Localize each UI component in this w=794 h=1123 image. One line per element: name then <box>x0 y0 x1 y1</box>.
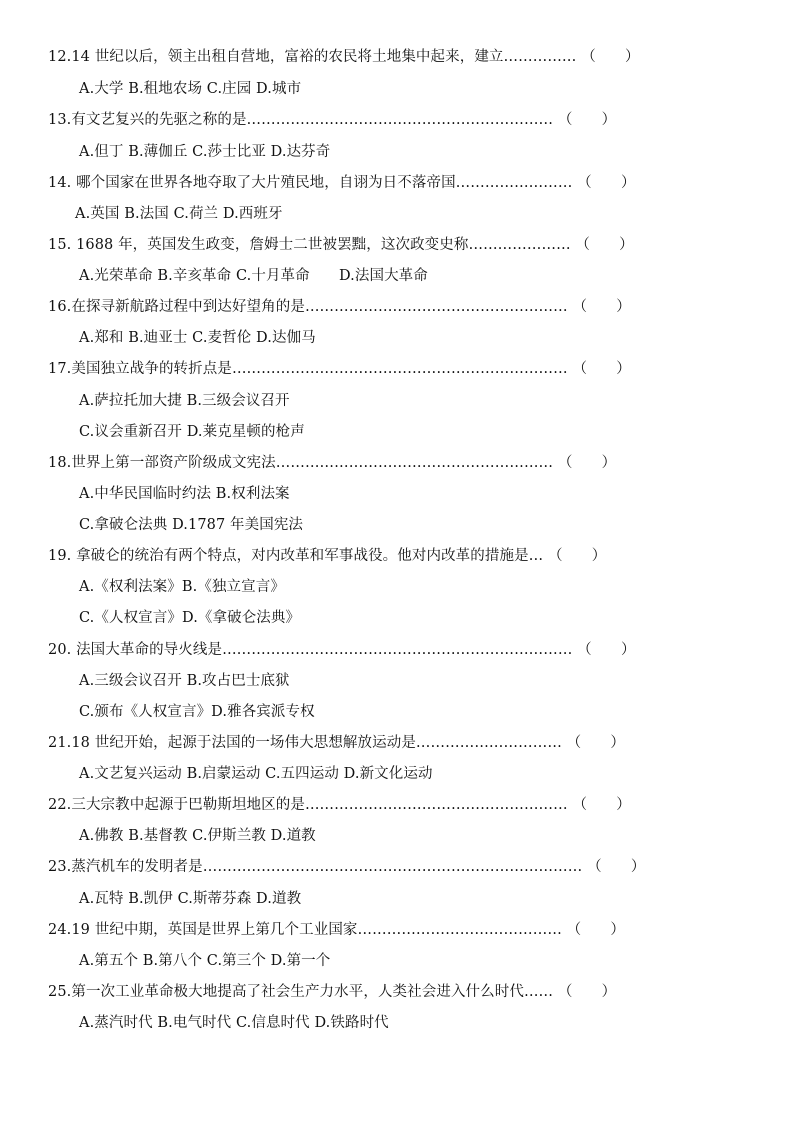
question-15-stem: 15. 1688 年，英国发生政变，詹姆士二世被罢黜，这次政变史称………………… （ ） <box>48 237 634 253</box>
question-25-stem: 25.第一次工业革命极大地提高了社会生产力水平，人类社会进入什么时代…… （ ） <box>48 984 617 1000</box>
question-19-options-line2: C.《人权宣言》D.《拿破仑法典》 <box>79 610 301 626</box>
question-23-stem: 23.蒸汽机车的发明者是…………………………………………………………………… （ ） <box>48 859 646 875</box>
question-18-options-line1: A.中华民国临时约法 B.权利法案 <box>79 486 290 502</box>
question-19-options-line1: A.《权利法案》B.《独立宣言》 <box>79 579 285 595</box>
question-24-options: A.第五个 B.第八个 C.第三个 D.第一个 <box>79 953 331 969</box>
question-22-stem: 22.三大宗教中起源于巴勒斯坦地区的是……………………………………………… （ ） <box>48 797 631 813</box>
question-14-stem: 14. 哪个国家在世界各地夺取了大片殖民地，自诩为日不落帝国…………………… （ ） <box>48 175 636 191</box>
question-13-options: A.但丁 B.薄伽丘 C.莎士比亚 D.达芬奇 <box>79 144 331 160</box>
question-18-options-line2: C.拿破仑法典 D.1787 年美国宪法 <box>79 517 304 533</box>
question-24-stem: 24.19 世纪中期，英国是世界上第几个工业国家…………………………………… （ ） <box>48 922 626 938</box>
question-20-options-line2: C.颁布《人权宣言》D.雅各宾派专权 <box>79 704 315 720</box>
question-21-stem: 21.18 世纪开始，起源于法国的一场伟大思想解放运动是………………………… （ ） <box>48 735 626 751</box>
question-23-options: A.瓦特 B.凯伊 C.斯蒂芬森 D.道教 <box>79 891 302 907</box>
question-20-stem: 20. 法国大革命的导火线是……………………………………………………………… （ ） <box>48 642 636 658</box>
question-25-options: A.蒸汽时代 B.电气时代 C.信息时代 D.铁路时代 <box>79 1015 389 1031</box>
question-20-options-line1: A.三级会议召开 B.攻占巴士底狱 <box>79 673 290 689</box>
question-15-options: A.光荣革命 B.辛亥革命 C.十月革命 D.法国大革命 <box>79 268 428 284</box>
question-13-stem: 13.有文艺复兴的先驱之称的是……………………………………………………… （ ） <box>48 112 617 128</box>
question-17-options-line2: C.议会重新召开 D.莱克星顿的枪声 <box>79 424 305 440</box>
question-21-options: A.文艺复兴运动 B.启蒙运动 C.五四运动 D.新文化运动 <box>79 766 433 782</box>
question-12-stem: 12.14 世纪以后，领主出租自营地，富裕的农民将土地集中起来，建立…………… （ ） <box>48 49 640 65</box>
question-18-stem: 18.世界上第一部资产阶级成文宪法………………………………………………… （ ） <box>48 455 617 471</box>
question-19-stem: 19. 拿破仑的统治有两个特点，对内改革和军事战役。他对内改革的措施是… （ ） <box>48 548 607 564</box>
question-14-options: A.英国 B.法国 C.荷兰 D.西班牙 <box>75 206 283 222</box>
question-16-stem: 16.在探寻新航路过程中到达好望角的是……………………………………………… （ ） <box>48 299 631 315</box>
question-17-stem: 17.美国独立战争的转折点是…………………………………………………………… （ ） <box>48 361 631 377</box>
question-16-options: A.郑和 B.迪亚士 C.麦哲伦 D.达伽马 <box>79 330 316 346</box>
question-17-options-line1: A.萨拉托加大捷 B.三级会议召开 <box>79 393 290 409</box>
question-12-options: A.大学 B.租地农场 C.庄园 D.城市 <box>79 81 302 97</box>
question-22-options: A.佛教 B.基督教 C.伊斯兰教 D.道教 <box>79 828 316 844</box>
